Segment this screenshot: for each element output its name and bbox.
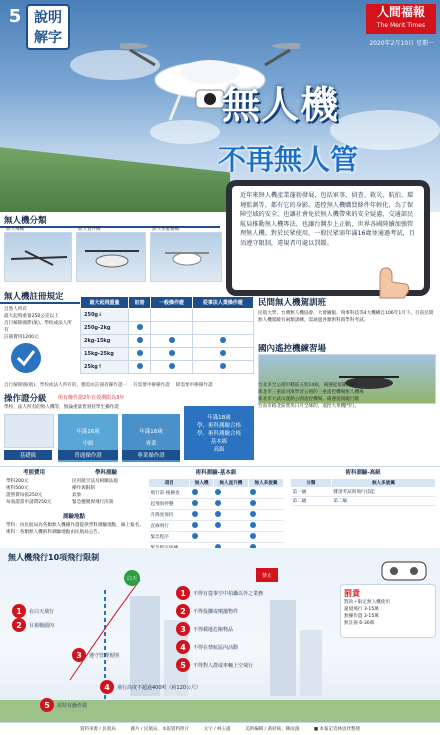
table-row: 15kg-25kg (81, 348, 254, 361)
exam-advanced-title: 術科測驗-高級 (345, 470, 381, 476)
exam-fees-list: 學科200元 術科500元 證照費每張250元 每張證書申請費250元 (6, 479, 52, 505)
license-note: 所有操作證2年有效期限為3年 (58, 395, 125, 401)
exam-advanced-table: 分類 無人多旋翼 第一級 雜項考試與飛行技能 第二級 第二級 (290, 478, 436, 506)
drone-icon (4, 414, 54, 448)
masthead-cn: 人間福報 (376, 5, 425, 19)
remote-list: 台北市全公園市轄區五股14座，備遵從規範行駛 新北市三重區河濱學習公園的三重遙控機場無人機場 新北市大武山運動公園遙控機場、備遵從規範行駛 台南市路北區實馬日月全球的、遙控大果機門行。 (258, 383, 364, 409)
type-label-3: 無人多旋翼機 (152, 227, 179, 232)
registration-table (80, 296, 254, 374)
check-icon (220, 337, 226, 343)
test-location-text: 學科：由民航局為各類無人機操作證提供學科測驗地點，線上報名。術科：各類無人機術科測驗地點由民航局公告。 (6, 523, 144, 535)
reg-bullet: 自然人所有 (4, 307, 27, 312)
check-icon (169, 350, 175, 356)
table-row: 升降度保持 (149, 510, 284, 521)
issue-number: 5 (8, 6, 22, 27)
penalty-title: 罰責 (344, 589, 360, 598)
level-pro-block: 年滿18歲 專業 (122, 414, 180, 462)
section-badge: 說明解字 (26, 4, 70, 50)
reg-col-register: 註冊 (129, 297, 151, 309)
photo-helicopter (76, 232, 146, 282)
exam-fees-title: 考照費用 (22, 470, 45, 476)
reg-col-weight: 最大起飛重量 (81, 297, 129, 309)
check-icon (169, 337, 175, 343)
masthead-logo (366, 4, 436, 34)
table-row: 250g↓ (81, 309, 254, 322)
table-row: 25kg↑ (81, 361, 254, 374)
table-row: 第二級 第二級 (291, 497, 436, 506)
table-row: 直線飛行 (149, 521, 284, 532)
table-row: 緊急程序 (149, 532, 284, 543)
rule-5: 2 不得投擲或噴灑物件 (176, 604, 238, 618)
rule-4: 1 不得有從事空中拍攝以外之業務 (176, 586, 263, 600)
type-label-2: 無人直升機 (78, 227, 101, 232)
rule-8: 5 不得對人群或車輛上空飛行 (176, 658, 253, 672)
field-photo (0, 140, 230, 212)
license-sub: 學校、法人所有的無人機等，無論重量皆須持學生操作證 (4, 405, 119, 410)
rules-title: 無人機飛行10項飛行限制 (8, 553, 100, 562)
table-row: 2kg-15kg (81, 335, 254, 348)
masthead-en: The Merit Times (376, 22, 426, 29)
dateline: 2020年2月10日 星期一 (369, 40, 434, 47)
remote-title: 國內遙控機練習場 (258, 344, 327, 354)
table-row: 第一級 雜項考試與飛行技能 (291, 488, 436, 497)
scale-icon (6, 336, 46, 376)
rule-10: 5 需持有操作證 (40, 698, 87, 712)
rule-7: 4 不得在禁航區內活動 (176, 640, 238, 654)
types-title: 無人機分類 (4, 216, 47, 226)
reg-col-pro: 從事法人業操作證 (192, 297, 253, 309)
footer: 資料來源 / 民航局 圖片 / 民航局、本報資料照片 文字 / 林玉滿 美術編輯 / 黃紹純、陳雨鴻 ■ 本報記者林思欣整理 (0, 722, 440, 735)
type-label-1: 無人飛機 (6, 227, 24, 232)
table-row: 起飛與停懸 (149, 499, 284, 510)
penalty-sub: 罰款＋限定無人機使用 (344, 600, 390, 605)
check-icon (137, 363, 143, 369)
exam-subject-title: 學科測驗 (94, 470, 117, 476)
intro-text: 近年來無人機產業蓬勃發展，包括軍事、偵查、救災、航拍、環境監測等，都有它的身影。遙控無人機購買條件年輕化，為了保障空域的安全，也讓社會免於無人機帶來的安全疑慮，交通部民航局推動無人機專法。也讓台灣步上正軌，世界各國陸續加強管理無人機。對於民眾使用，一般民眾需年滿16歲並通過考試，且須遵守限制，違規者可處以罰鍰。 (232, 186, 424, 290)
daytime-badge: 白天 (124, 570, 140, 586)
level-advanced-block: 年滿18歲 學、術科測驗合格 學、術科測驗合格 基本級 高級 (184, 406, 254, 460)
rule-3: 3 遵守管理規則 (72, 648, 119, 662)
registration-title: 無人機註冊規定 (4, 292, 64, 302)
registration-legend: 自行解除國(航)、學校或法人所有的，應需由註冊者操作證一 有需要申辦操作證 除需要申辦操作證 (4, 383, 213, 388)
forbidden-badge: 禁止 (256, 568, 278, 582)
check-icon (137, 350, 143, 356)
test-location-title: 測驗地點 (62, 514, 85, 520)
hand-icon (372, 262, 412, 300)
page-title: 無人機 (222, 83, 340, 127)
license-title: 操作證分級 (4, 394, 47, 404)
exam-subject-list: 民用航空法及相關法規 操作與限制 氣象 緊急應變與飛行決策 (72, 479, 118, 505)
photo-fixed-wing (4, 232, 72, 282)
check-icon (137, 324, 143, 330)
table-row: 250g-2kg (81, 322, 254, 335)
check-icon (137, 337, 143, 343)
level-basic: 基礎級 (4, 450, 52, 460)
penalty-box: 罰責 罰款＋限定無人機使用 違規飛行 3-15萬 無操作證 3-15萬 無註冊 6-30萬 (340, 584, 436, 638)
reg-bullet: 最大起飛重量250公克以上 (4, 314, 59, 319)
rule-9: 4 飛行高度不超過400呎（約120公尺） (100, 680, 201, 694)
check-icon (169, 363, 175, 369)
table-row: 飛行前·後檢查 (149, 488, 284, 499)
page-subtitle: 不再無人管 (218, 143, 359, 176)
check-icon (220, 350, 226, 356)
level-general-block: 年滿16歲 中級 (58, 414, 118, 462)
reg-col-general: 一般操作證 (151, 297, 193, 309)
level-pro: 專業操作證 (122, 450, 180, 460)
exam-basic-table: 項目 無人機 無人直升機 無人多旋翼 飛行前·後檢查 起飛與停懸 升降度保持 直線飛行 緊急程序 (148, 478, 284, 576)
training-text: 民航大學、台灣無人機協會、大會圖館、飛事科技等4大機構自106年1月下。目前民間無人機駕駛有兩類訓練，需通過各類術科與學科考試。 (258, 311, 434, 323)
photo-multirotor (150, 232, 222, 282)
rule-1: 1 在白天飛行 (12, 604, 54, 618)
level-general: 普通操作證 (58, 450, 118, 460)
controller-icon (374, 556, 434, 584)
exam-basic-title: 術科測驗-基本級 (195, 470, 237, 476)
rule-2: 2 目視範圍內 (12, 618, 54, 632)
training-title: 民間無人機駕訓班 (258, 298, 327, 308)
check-icon (220, 363, 226, 369)
reg-bullet: 自行解除國際(航)、學校或法人所有 (4, 321, 72, 333)
rule-6: 3 不得載運危險物品 (176, 622, 233, 636)
reg-bullet: 註冊費用1200元 (4, 335, 39, 340)
